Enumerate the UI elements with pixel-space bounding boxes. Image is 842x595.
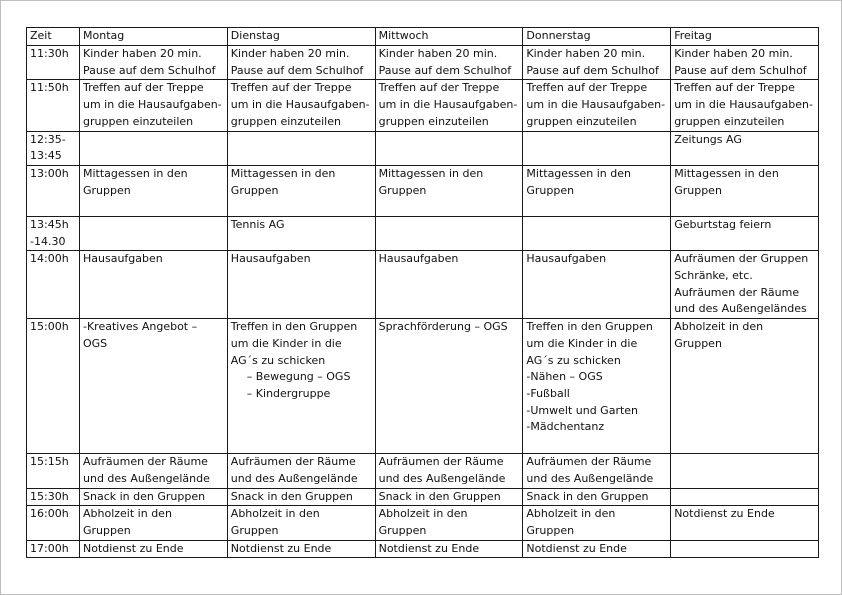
activity-cell — [80, 46, 228, 80]
activity-text: Kinder haben 20 min. — [674, 47, 793, 60]
activity-text: Mittagessen in den — [674, 166, 779, 180]
activity-cell — [80, 131, 228, 165]
activity-text: Mittagessen in den — [83, 166, 188, 180]
activity-cell — [80, 80, 228, 131]
schedule-body — [27, 28, 819, 558]
activity-text: und des Außengelände — [230, 471, 358, 485]
activity-cell — [375, 506, 523, 540]
activity-text: Pause auf dem Schulhof — [230, 63, 364, 77]
activity-text: gruppen einzuteilen — [378, 114, 489, 128]
activity-text: Treffen auf der Treppe — [230, 81, 352, 95]
time-label: 11:30h — [30, 47, 69, 60]
activity-cell — [80, 454, 228, 488]
activity-cell — [671, 488, 819, 506]
header-time-label: Zeit — [30, 29, 52, 42]
activity-cell — [523, 319, 671, 454]
schedule-row — [27, 319, 819, 454]
activity-cell — [80, 540, 228, 558]
time-label: 15:15h — [30, 455, 69, 469]
time-cell — [27, 216, 80, 250]
activity-text: Sprachförderung – OGS — [378, 320, 508, 334]
activity-text: gruppen einzuteilen — [230, 114, 341, 128]
activity-cell — [375, 165, 523, 216]
activity-text: Geburtstag feiern — [674, 217, 772, 231]
activity-text: Gruppen — [83, 183, 131, 197]
schedule-row — [27, 540, 819, 558]
activity-text: Notdienst zu Ende — [83, 541, 184, 555]
activity-cell — [671, 46, 819, 80]
activity-cell — [227, 131, 375, 165]
activity-text: Abholzeit in den — [526, 507, 616, 521]
activity-text: Aufräumen der Räume — [674, 285, 800, 299]
activity-text: Aufräumen der Räume — [83, 455, 208, 469]
header-day-label: Donnerstag — [526, 29, 591, 42]
activity-cell — [671, 131, 819, 165]
activity-text: Pause auf dem Schulhof — [378, 63, 512, 77]
activity-text: Treffen auf der Treppe — [83, 81, 204, 95]
activity-text: Mittagessen in den — [378, 166, 484, 180]
schedule-row — [27, 80, 819, 131]
activity-text: Pause auf dem Schulhof — [674, 63, 807, 77]
activity-text: Aufräumen der Gruppen — [674, 252, 809, 266]
time-cell — [27, 488, 80, 506]
activity-text: Mittagessen in den — [230, 166, 336, 180]
activity-text: Hausaufgaben — [83, 252, 163, 266]
time-label: 13:00h — [30, 166, 69, 180]
activity-text: Gruppen — [378, 183, 427, 197]
activity-cell — [375, 319, 523, 454]
schedule-row — [27, 251, 819, 319]
activity-cell — [523, 251, 671, 319]
time-cell — [27, 80, 80, 131]
activity-text: Aufräumen der Räume — [378, 455, 504, 469]
activity-cell — [227, 46, 375, 80]
header-day-cell — [523, 28, 671, 46]
activity-text: gruppen einzuteilen — [674, 114, 785, 128]
schedule-row — [27, 506, 819, 540]
activity-text: Kinder haben 20 min. — [230, 47, 350, 60]
activity-text: gruppen einzuteilen — [83, 114, 194, 128]
activity-cell — [523, 506, 671, 540]
time-cell — [27, 319, 80, 454]
activity-cell — [523, 488, 671, 506]
activity-text: Abholzeit in den — [83, 507, 172, 521]
activity-cell — [671, 454, 819, 488]
activity-text: um in die Hausaufgaben- — [83, 98, 222, 112]
time-label: 11:50h — [30, 81, 69, 95]
activity-cell — [80, 319, 228, 454]
time-cell — [27, 540, 80, 558]
activity-text: Mittagessen in den — [526, 166, 631, 180]
activity-cell — [80, 165, 228, 216]
activity-cell — [375, 488, 523, 506]
activity-cell — [523, 80, 671, 131]
header-day-cell — [375, 28, 523, 46]
activity-text: -Mädchentanz — [526, 420, 605, 434]
activity-text: Kinder haben 20 min. — [83, 47, 202, 60]
activity-cell — [671, 80, 819, 131]
activity-cell — [227, 488, 375, 506]
activity-text: um die Kinder in die — [230, 336, 342, 350]
activity-text: um in die Hausaufgaben- — [674, 98, 813, 112]
activity-text: Gruppen — [526, 183, 575, 197]
header-day-label: Mittwoch — [378, 29, 429, 42]
activity-text: -Kreatives Angebot – — [83, 320, 198, 334]
activity-cell — [80, 251, 228, 319]
activity-text: AG´s zu schicken — [230, 353, 326, 367]
activity-text: Kinder haben 20 min. — [378, 47, 498, 60]
activity-text: Treffen in den Gruppen — [526, 320, 653, 334]
activity-cell — [671, 540, 819, 558]
time-label: 13:45h — [30, 217, 69, 231]
activity-text: Hausaufgaben — [378, 252, 459, 266]
activity-text: Gruppen — [674, 183, 722, 197]
activity-text: Pause auf dem Schulhof — [83, 63, 216, 77]
header-time-cell — [27, 28, 80, 46]
schedule-row — [27, 216, 819, 250]
activity-cell — [671, 165, 819, 216]
activity-cell — [227, 251, 375, 319]
activity-text: um die Kinder in die — [526, 336, 638, 350]
activity-text: Abholzeit in den — [378, 507, 468, 521]
activity-text: Hausaufgaben — [230, 252, 311, 266]
activity-cell — [523, 454, 671, 488]
activity-text: Snack in den Gruppen — [526, 489, 649, 503]
time-cell — [27, 251, 80, 319]
schedule-row — [27, 131, 819, 165]
time-label: 13:45 — [30, 149, 62, 163]
schedule-row — [27, 165, 819, 216]
activity-text: Notdienst zu Ende — [378, 541, 480, 555]
time-cell — [27, 454, 80, 488]
activity-cell — [80, 506, 228, 540]
schedule-row — [27, 488, 819, 506]
activity-cell — [375, 46, 523, 80]
activity-text: Zeitungs AG — [674, 132, 742, 146]
activity-cell — [375, 251, 523, 319]
activity-cell — [227, 540, 375, 558]
activity-cell — [227, 454, 375, 488]
activity-text: gruppen einzuteilen — [526, 114, 637, 128]
time-label: 15:30h — [30, 489, 69, 503]
activity-text: Gruppen — [83, 523, 131, 537]
activity-text: Gruppen — [674, 336, 722, 350]
activity-cell — [375, 80, 523, 131]
header-row — [27, 28, 819, 46]
activity-cell — [523, 165, 671, 216]
activity-text: Aufräumen der Räume — [526, 455, 652, 469]
activity-cell — [375, 216, 523, 250]
time-cell — [27, 506, 80, 540]
activity-text: Aufräumen der Räume — [230, 455, 356, 469]
activity-text: Treffen in den Gruppen — [230, 320, 358, 334]
activity-cell — [523, 46, 671, 80]
schedule-row — [27, 454, 819, 488]
header-day-cell — [227, 28, 375, 46]
activity-text: um in die Hausaufgaben- — [378, 98, 518, 112]
activity-cell — [523, 216, 671, 250]
activity-cell — [227, 80, 375, 131]
time-label: 16:00h — [30, 507, 69, 521]
time-cell — [27, 131, 80, 165]
activity-text: Tennis AG — [230, 217, 285, 231]
header-day-label: Dienstag — [230, 29, 280, 42]
activity-cell — [80, 216, 228, 250]
activity-text: Abholzeit in den — [230, 507, 320, 521]
schedule-row — [27, 46, 819, 80]
activity-text: Treffen auf der Treppe — [674, 81, 795, 95]
activity-cell — [671, 251, 819, 319]
activity-text: Gruppen — [526, 523, 575, 537]
activity-text: -Umwelt und Garten — [526, 403, 639, 417]
activity-text: Schränke, etc. — [674, 269, 753, 283]
activity-text: Snack in den Gruppen — [378, 489, 501, 503]
activity-text: Treffen auf der Treppe — [378, 81, 500, 95]
activity-text: um in die Hausaufgaben- — [526, 98, 666, 112]
time-label: -14.30 — [30, 234, 66, 248]
header-day-label: Montag — [83, 29, 125, 42]
activity-text: Notdienst zu Ende — [674, 507, 775, 521]
activity-text: AG´s zu schicken — [526, 353, 621, 367]
activity-text: – Bewegung – OGS — [246, 370, 351, 384]
activity-cell — [375, 540, 523, 558]
activity-text: Notdienst zu Ende — [230, 541, 332, 555]
activity-text: Kinder haben 20 min. — [526, 47, 646, 60]
activity-text: um in die Hausaufgaben- — [230, 98, 370, 112]
activity-text: und des Außengelände — [83, 471, 210, 485]
time-cell — [27, 165, 80, 216]
activity-cell — [671, 319, 819, 454]
activity-cell — [227, 216, 375, 250]
activity-text: Notdienst zu Ende — [526, 541, 627, 555]
activity-text: Snack in den Gruppen — [83, 489, 206, 503]
activity-cell — [375, 131, 523, 165]
activity-text: -Nähen – OGS — [526, 370, 603, 384]
activity-text: – Kindergruppe — [246, 386, 331, 400]
activity-text: Pause auf dem Schulhof — [526, 63, 659, 77]
time-cell — [27, 46, 80, 80]
activity-text: Snack in den Gruppen — [230, 489, 353, 503]
activity-text: und des Außengelände — [378, 471, 506, 485]
time-label: 14:00h — [30, 252, 69, 266]
activity-cell — [227, 319, 375, 454]
header-day-cell — [80, 28, 228, 46]
activity-text: und des Außengelände — [526, 471, 654, 485]
activity-text: -Fußball — [526, 386, 570, 400]
activity-text: Gruppen — [230, 523, 279, 537]
activity-text: und des Außengeländes — [674, 302, 807, 316]
activity-text: Hausaufgaben — [526, 252, 607, 266]
activity-cell — [523, 540, 671, 558]
activity-cell — [671, 216, 819, 250]
weekly-schedule-table — [26, 27, 819, 558]
activity-cell — [671, 506, 819, 540]
time-label: 12:35- — [30, 132, 66, 146]
activity-cell — [80, 488, 228, 506]
activity-text: Abholzeit in den — [674, 320, 764, 334]
activity-cell — [375, 454, 523, 488]
activity-text: Gruppen — [230, 183, 279, 197]
activity-cell — [523, 131, 671, 165]
time-label: 15:00h — [30, 320, 69, 334]
time-label: 17:00h — [30, 541, 69, 555]
activity-cell — [227, 165, 375, 216]
header-day-cell — [671, 28, 819, 46]
activity-text: Treffen auf der Treppe — [526, 81, 648, 95]
activity-text: OGS — [83, 336, 108, 350]
activity-cell — [227, 506, 375, 540]
header-day-label: Freitag — [674, 29, 712, 42]
activity-text: Gruppen — [378, 523, 427, 537]
